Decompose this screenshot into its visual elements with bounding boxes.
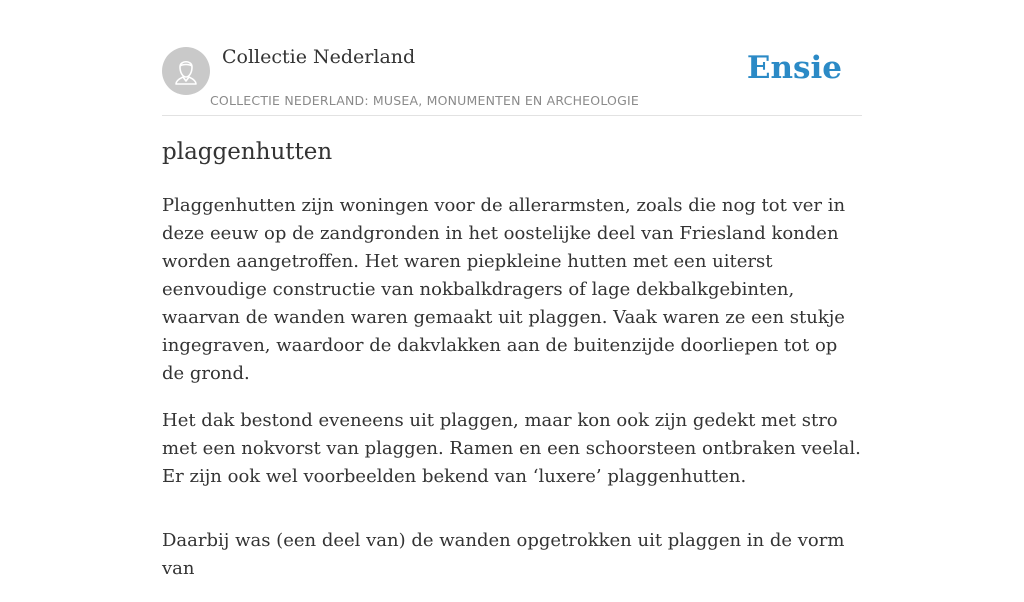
article-title: plaggenhutten [162, 139, 333, 165]
article-paragraph: Daarbij was (een deel van) de wanden opgetrokken uit plaggen in de vorm van [162, 530, 845, 579]
article-paragraph: Het dak bestond eveneens uit plaggen, maar kon ook zijn gedekt met stro met een nokvorst van plaggen. Ramen en een schoorsteen ontbraken veelal. Er zijn ook wel voorbeelden bekend van ‘luxere’ plaggenhutten. [162, 410, 861, 487]
article-body [162, 192, 862, 602]
article-paragraph: Plaggenhutten zijn woningen voor de allerarmsten, zoals die nog tot ver in deze eeuw op de zandgronden in het oostelijke deel van Friesland konden worden aangetroffen. Het waren piepkleine hutten met een uiterst eenvoudige constructie van nokbalkdragers of lage dekbalkgebinten, waarvan de wanden waren gemaakt uit plaggen. Vaak waren ze een stukje ingegraven, waardoor de dakvlakken aan de buitenzijde doorliepen tot op de grond. [162, 195, 846, 384]
brand-logo[interactable]: Ensie [746, 50, 842, 86]
avatar[interactable] [162, 47, 210, 95]
author-name[interactable]: Collectie Nederland [222, 46, 416, 68]
collection-name[interactable]: COLLECTIE NEDERLAND: MUSEA, MONUMENTEN EN ARCHEOLOGIE [210, 93, 639, 108]
user-icon [162, 47, 210, 95]
article-header [162, 46, 862, 116]
